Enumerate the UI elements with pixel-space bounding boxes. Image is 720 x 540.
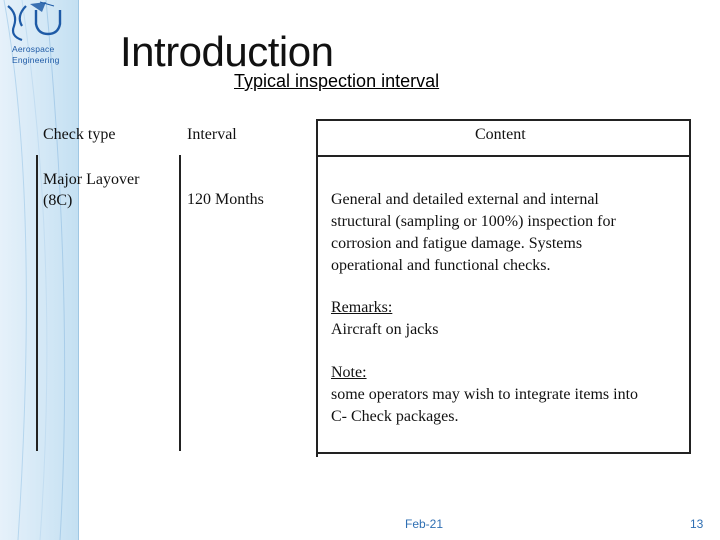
table-top-border (318, 119, 691, 121)
remarks-block (331, 297, 681, 341)
slide-subtitle: Typical inspection interval (234, 71, 440, 91)
footer-date: Feb-21 (405, 517, 444, 531)
table-bottom-border (318, 452, 691, 454)
note-line: C- Check packages. (331, 408, 459, 425)
slide-title: Introduction (120, 28, 334, 75)
remarks-label: Remarks: (331, 299, 393, 316)
content-line: corrosion and fatigue damage. Systems (331, 235, 583, 252)
sidebar-pattern (0, 0, 78, 540)
check-type-line2: (8C) (43, 192, 73, 209)
content-line: operational and functional checks. (331, 257, 551, 274)
org-name-line2: Engineering (12, 55, 60, 65)
note-block (331, 362, 681, 428)
note-label: Note: (331, 364, 367, 381)
org-name-line1: Aerospace (12, 44, 55, 54)
table-left-border (36, 155, 38, 451)
table-divider-interval (179, 155, 181, 451)
header-check-type: Check type (43, 126, 116, 143)
note-line: some operators may wish to integrate items into (331, 386, 639, 403)
header-interval: Interval (187, 126, 237, 143)
content-description (331, 189, 681, 277)
header-content: Content (475, 126, 526, 143)
table-header-rule (318, 155, 691, 157)
table-right-border (689, 119, 691, 454)
page-number: 13 (690, 517, 704, 531)
aerospace-logo-icon (2, 0, 74, 42)
content-line: structural (sampling or 100%) inspection for (331, 213, 616, 230)
table-divider-content (316, 119, 318, 457)
remarks-text: Aircraft on jacks (331, 321, 439, 338)
interval-value: 120 Months (187, 191, 264, 208)
check-type-line1: Major Layover (43, 171, 140, 188)
content-line: General and detailed external and internal (331, 191, 599, 208)
check-type-value (43, 169, 139, 211)
